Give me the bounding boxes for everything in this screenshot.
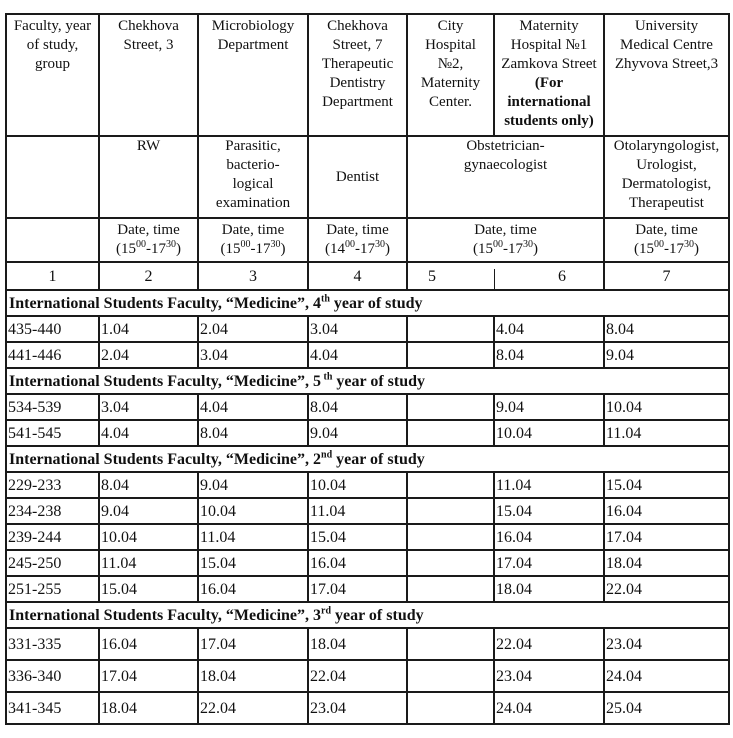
table-row [6, 420, 729, 446]
section-header-row [6, 290, 729, 316]
date-cell-c5 [407, 692, 494, 724]
date-cell-c3: 22.04 [198, 692, 308, 724]
date-cell-c2: 9.04 [99, 498, 198, 524]
date-cell-c6: 23.04 [494, 660, 604, 692]
group-cell: 239-244 [6, 524, 99, 550]
date-cell-c3: 3.04 [198, 342, 308, 368]
date-cell-c6: 18.04 [494, 576, 604, 602]
column-numbers-row [6, 262, 729, 290]
section-header-row [6, 602, 729, 628]
date-cell-c5 [407, 420, 494, 446]
date-cell-c5 [407, 498, 494, 524]
date-cell-c3: 10.04 [198, 498, 308, 524]
group-cell: 336-340 [6, 660, 99, 692]
date-cell-c2: 10.04 [99, 524, 198, 550]
table-row [6, 660, 729, 692]
date-cell-c2: 18.04 [99, 692, 198, 724]
date-cell-c5 [407, 342, 494, 368]
table-row [6, 394, 729, 420]
date-cell-c7: 10.04 [604, 394, 729, 420]
table-row [6, 550, 729, 576]
date-cell-c5 [407, 524, 494, 550]
column-divider [494, 269, 495, 289]
date-cell-c7: 18.04 [604, 550, 729, 576]
column-number-7: 7 [604, 262, 729, 290]
date-cell-c2: 1.04 [99, 316, 198, 342]
date-cell-c7: 15.04 [604, 472, 729, 498]
section-title [6, 368, 729, 394]
column-number-5-6 [407, 262, 604, 290]
column-number-4: 4 [308, 262, 407, 290]
date-cell-c6: 15.04 [494, 498, 604, 524]
date-cell-c3: 9.04 [198, 472, 308, 498]
date-cell-c2: 8.04 [99, 472, 198, 498]
date-cell-c7: 24.04 [604, 660, 729, 692]
date-cell-c5 [407, 628, 494, 660]
date-cell-c7: 25.04 [604, 692, 729, 724]
column-number-3: 3 [198, 262, 308, 290]
section-title-text: International Students Faculty, “Medicine”, 4 [9, 294, 322, 312]
group-cell: 331-335 [6, 628, 99, 660]
date-cell-c4: 15.04 [308, 524, 407, 550]
header-datetime-row [6, 218, 729, 262]
section-title-ordinal: nd [321, 449, 333, 461]
date-cell-c7: 22.04 [604, 576, 729, 602]
schedule-table [5, 13, 730, 725]
date-cell-c2: 2.04 [99, 342, 198, 368]
section-title-ordinal: th [321, 293, 330, 305]
date-cell-c4: 10.04 [308, 472, 407, 498]
date-cell-c2: 16.04 [99, 628, 198, 660]
date-cell-c6: 24.04 [494, 692, 604, 724]
date-cell-c7: 11.04 [604, 420, 729, 446]
datetime-col-56: Date, time $(15^{00}-17^{30})$ [407, 218, 604, 262]
date-cell-c6: 16.04 [494, 524, 604, 550]
header-col-6 [494, 14, 604, 136]
date-cell-c5 [407, 316, 494, 342]
table-row [6, 628, 729, 660]
section-title-ordinal: th [321, 371, 333, 383]
date-cell-c6: 11.04 [494, 472, 604, 498]
table-row [6, 472, 729, 498]
group-cell: 251-255 [6, 576, 99, 602]
date-cell-c5 [407, 576, 494, 602]
group-cell: 534-539 [6, 394, 99, 420]
section-title-suffix: year of study [332, 450, 425, 468]
section-header-row [6, 368, 729, 394]
section-title [6, 290, 729, 316]
header-col-1: Faculty, year of study, group [6, 14, 99, 136]
date-cell-c4: 3.04 [308, 316, 407, 342]
date-cell-c4: 16.04 [308, 550, 407, 576]
date-cell-c3: 11.04 [198, 524, 308, 550]
date-cell-c6: 4.04 [494, 316, 604, 342]
date-cell-c4: 9.04 [308, 420, 407, 446]
section-header-row [6, 446, 729, 472]
header-specialists-row [6, 136, 729, 218]
datetime-col-7: Date, time $(15^{00}-17^{30})$ [604, 218, 729, 262]
date-cell-c3: 17.04 [198, 628, 308, 660]
table-row [6, 498, 729, 524]
group-cell: 341-345 [6, 692, 99, 724]
section-title-suffix: year of study [329, 294, 423, 312]
date-cell-c4: 17.04 [308, 576, 407, 602]
group-cell: 541-545 [6, 420, 99, 446]
date-cell-c6: 22.04 [494, 628, 604, 660]
date-cell-c7: 16.04 [604, 498, 729, 524]
specialist-medical-centre: Otolaryngologist, Urologist, Dermatologist, Therapeutist [604, 136, 729, 218]
group-cell: 435-440 [6, 316, 99, 342]
datetime-empty [6, 218, 99, 262]
date-cell-c7: 9.04 [604, 342, 729, 368]
date-cell-c3: 15.04 [198, 550, 308, 576]
datetime-col-2: Date, time $(15^{00}-17^{30})$ [99, 218, 198, 262]
date-cell-c6: 9.04 [494, 394, 604, 420]
header-col-6-text: Maternity Hospital №1 Zamkova Street [501, 18, 597, 72]
table-row [6, 524, 729, 550]
table-row [6, 342, 729, 368]
date-cell-c6: 8.04 [494, 342, 604, 368]
section-title-text: International Students Faculty, “Medicine”, 2 [9, 450, 322, 468]
column-number-1: 1 [6, 262, 99, 290]
date-cell-c3: 8.04 [198, 420, 308, 446]
date-cell-c3: 2.04 [198, 316, 308, 342]
international-only-note: (For international students only) [504, 75, 594, 129]
section-title-suffix: year of study [331, 606, 424, 624]
header-col-3: Microbiology Department [198, 14, 308, 136]
specialist-dentist: Dentist [308, 136, 407, 218]
specialist-microbiology: Parasitic, bacterio- logical examination [198, 136, 308, 218]
date-cell-c6: 10.04 [494, 420, 604, 446]
date-cell-c2: 3.04 [99, 394, 198, 420]
datetime-col-4: Date, time $(14^{00}-17^{30})$ [308, 218, 407, 262]
column-number-2: 2 [99, 262, 198, 290]
header-col-4: Chekhova Street, 7 Therapeutic Dentistry Department [308, 14, 407, 136]
date-cell-c4: 4.04 [308, 342, 407, 368]
date-cell-c4: 8.04 [308, 394, 407, 420]
specialist-obstetrician: Obstetrician- gynaecologist [407, 136, 604, 218]
date-cell-c2: 15.04 [99, 576, 198, 602]
group-cell: 245-250 [6, 550, 99, 576]
section-title [6, 446, 729, 472]
table-row [6, 692, 729, 724]
column-number-5: 5 [428, 268, 436, 285]
date-cell-c7: 8.04 [604, 316, 729, 342]
date-cell-c7: 23.04 [604, 628, 729, 660]
date-cell-c3: 16.04 [198, 576, 308, 602]
group-cell: 229-233 [6, 472, 99, 498]
section-title-text: International Students Faculty, “Medicine”, 3 [9, 606, 322, 624]
column-number-6: 6 [558, 268, 566, 285]
section-title-ordinal: rd [321, 605, 332, 617]
header-col-7: University Medical Centre Zhyvova Street,3 [604, 14, 729, 136]
group-cell: 234-238 [6, 498, 99, 524]
date-cell-c3: 18.04 [198, 660, 308, 692]
date-cell-c2: 11.04 [99, 550, 198, 576]
date-cell-c4: 22.04 [308, 660, 407, 692]
date-cell-c5 [407, 394, 494, 420]
date-cell-c6: 17.04 [494, 550, 604, 576]
date-cell-c2: 4.04 [99, 420, 198, 446]
header-col-5: City Hospital №2, Maternity Center. [407, 14, 494, 136]
date-cell-c5 [407, 660, 494, 692]
date-cell-c5 [407, 472, 494, 498]
header-locations-row [6, 14, 729, 136]
date-cell-c5 [407, 550, 494, 576]
section-title-text: International Students Faculty, “Medicine”, 5 [9, 372, 322, 390]
table-row [6, 576, 729, 602]
date-cell-c3: 4.04 [198, 394, 308, 420]
date-cell-c4: 23.04 [308, 692, 407, 724]
date-cell-c4: 18.04 [308, 628, 407, 660]
specialist-rw: RW [99, 136, 198, 218]
datetime-col-3: Date, time $(15^{00}-17^{30})$ [198, 218, 308, 262]
date-cell-c7: 17.04 [604, 524, 729, 550]
section-title-suffix: year of study [332, 372, 426, 390]
group-cell: 441-446 [6, 342, 99, 368]
table-row [6, 316, 729, 342]
specialist-empty [6, 136, 99, 218]
date-cell-c4: 11.04 [308, 498, 407, 524]
header-col-2: Chekhova Street, 3 [99, 14, 198, 136]
date-cell-c2: 17.04 [99, 660, 198, 692]
section-title [6, 602, 729, 628]
